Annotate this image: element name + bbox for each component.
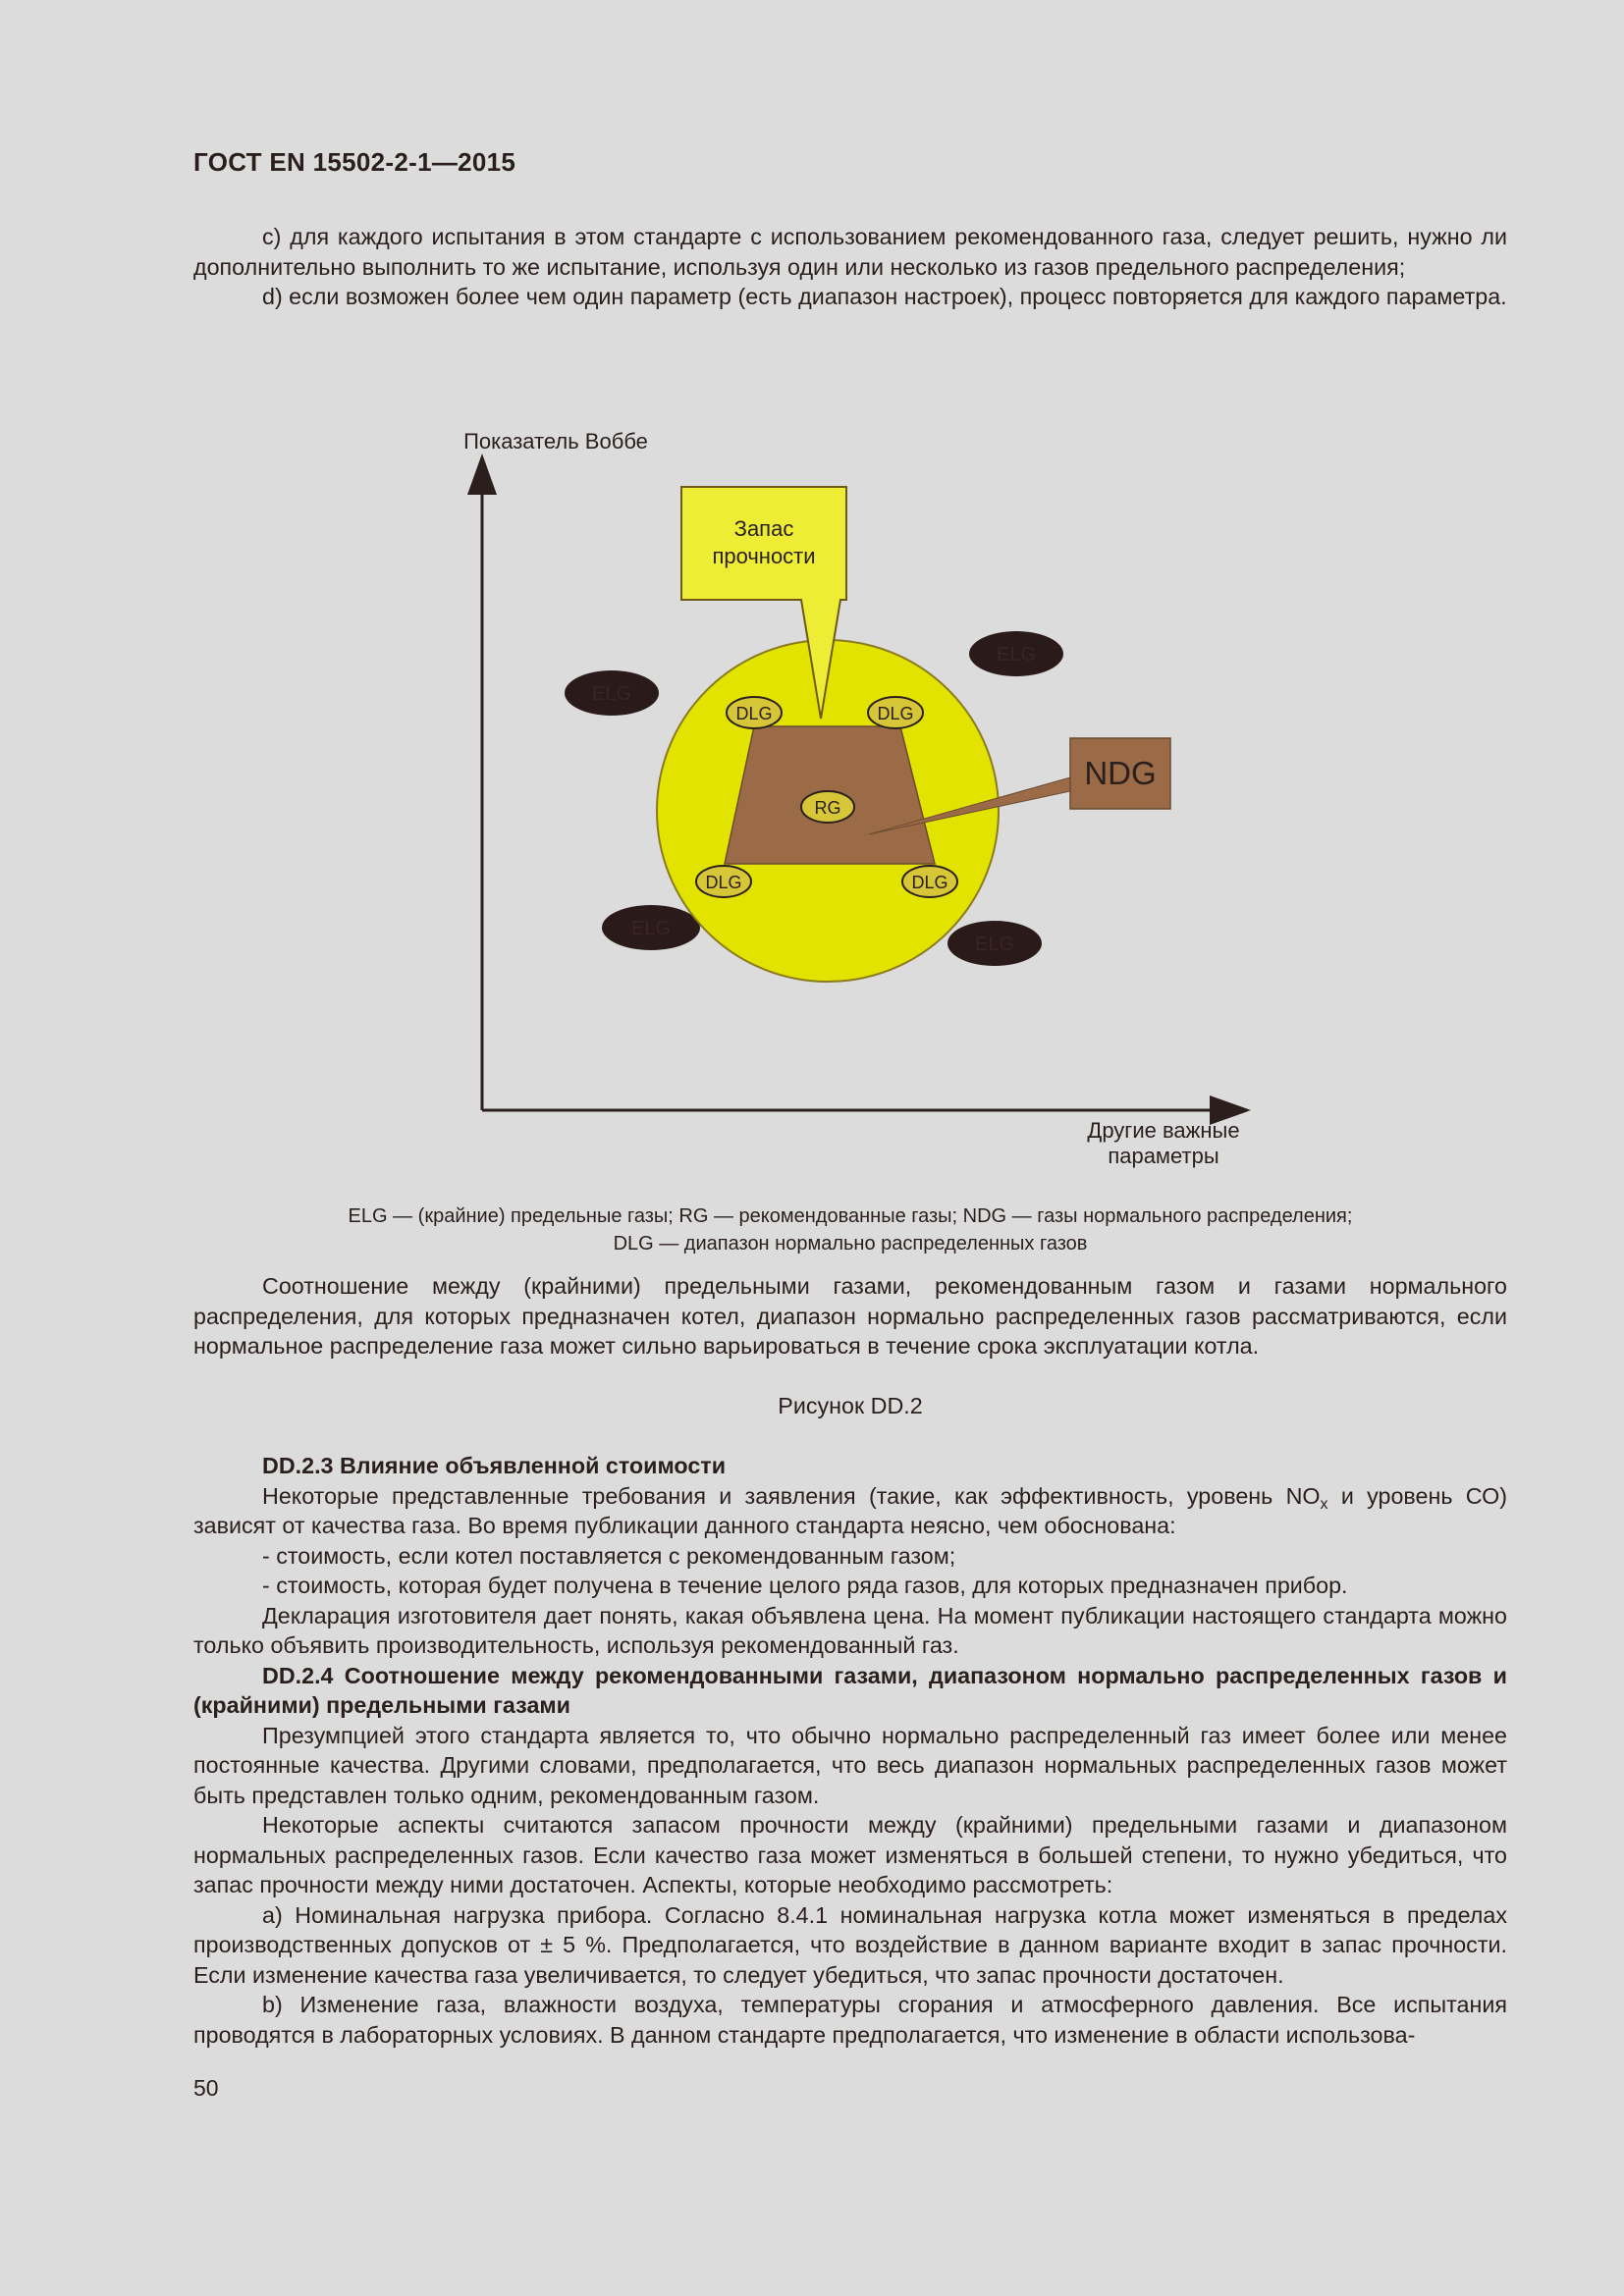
section-dd23-paragraph-1: Некоторые представленные требования и заявления (такие, как эффективность, уровень $NO_x$ и уровень СО) зависят от качества газа. Во время публикации данного стандарта неясно, чем обоснована: (193, 1482, 1507, 1538)
legend-line-1: ELG — (крайние) предельные газы; RG — рекомендованные газы; NDG — газы нормального распределения; (348, 1205, 1353, 1227)
page-number: 50 (193, 2075, 219, 2101)
section-dd23 (193, 1451, 1507, 2050)
dlg-marker-bottom-left (696, 866, 751, 897)
section-dd24-heading: DD.2.4 Соотношение между рекомендованными газами, диапазоном нормально распределенных газов и (крайними) предельными газами (193, 1662, 1507, 1718)
figure-title-block (193, 1391, 1507, 1421)
figure-title: Рисунок DD.2 (778, 1393, 923, 1418)
svg-text:ELG: ELG (591, 683, 632, 705)
figure-legend (193, 1202, 1507, 1257)
elg-marker-bottom-right (947, 921, 1042, 966)
document-header: ГОСТ EN 15502-2-1—2015 (193, 147, 516, 177)
rg-marker (801, 791, 854, 823)
callout-text-line1: Запас (733, 516, 794, 541)
svg-text:DLG: DLG (911, 873, 948, 892)
x-axis-label-line1: Другие важные (1087, 1118, 1240, 1143)
elg-marker-top-left (565, 670, 659, 716)
section-dd24-paragraph-1: Презумпцией этого стандарта является то, что обычно нормально распределенный газ имеет более или менее постоянные качества. Другими словами, предполагается, что весь диапазон нормальных распределенных газов может быть представлен только одним, рекомендованным газом. (193, 1722, 1507, 1808)
y-axis-label: Показатель Воббе (463, 429, 648, 454)
legend-line-2: DLG — диапазон нормально распределенных газов (613, 1233, 1088, 1255)
svg-text:ELG: ELG (996, 644, 1037, 666)
elg-marker-top-right (969, 631, 1063, 676)
elg-marker-bottom-left (602, 905, 700, 950)
list-item-a: a) Номинальная нагрузка прибора. Согласно 8.4.1 номинальная нагрузка котла может изменяться в пределах производственных допусков от ± 5 %. Предполагается, что воздействие в данном варианте входит в запас прочности. Если изменение качества газа увеличивается, то следует убедиться, что запас прочности достаточен. (193, 1901, 1507, 1988)
bullet-item-1: - стоимость, если котел поставляется с рекомендованным газом; (262, 1542, 956, 1569)
figure-explanation: Соотношение между (крайними) предельными газами, рекомендованным газом и газами нормального распределения, для которых предназначен котел, диапазон нормально распределенных газов рассматриваются, если нормальное распределение газа может сильно варьироваться в течение срока эксплуатации котла. (193, 1273, 1507, 1359)
bullet-item-2: - стоимость, которая будет получена в течение целого ряда газов, для которых предназначен прибор. (262, 1573, 1348, 1598)
svg-text:RG: RG (814, 798, 841, 818)
list-item-b: b) Изменение газа, влажности воздуха, температуры сгорания и атмосферного давления. Все испытания проводятся в лабораторных условиях. В данном стандарте предполагается, что изменение в области использова- (193, 1992, 1507, 2048)
ndg-label: NDG (1084, 755, 1157, 791)
dlg-marker-top-left (727, 697, 782, 728)
svg-text:ELG: ELG (630, 918, 672, 939)
x-axis-label-line2: параметры (1108, 1144, 1219, 1168)
callout-text-line2: прочности (712, 544, 816, 568)
section-dd23-heading: DD.2.3 Влияние объявленной стоимости (262, 1453, 727, 1478)
after-figure-section (193, 1271, 1507, 1362)
svg-text:DLG: DLG (705, 873, 742, 892)
svg-text:DLG: DLG (877, 704, 914, 723)
svg-text:DLG: DLG (735, 704, 773, 723)
dlg-marker-top-right (868, 697, 923, 728)
dlg-marker-bottom-right (902, 866, 957, 897)
svg-text:ELG: ELG (974, 934, 1015, 955)
list-item-d: d) если возможен более чем один параметр (есть диапазон настроек), процесс повторяется для каждого параметра. (262, 284, 1507, 309)
section-dd23-paragraph-2: Декларация изготовителя дает понять, какая объявлена цена. На момент публикации настоящего стандарта можно только объявить производительность, используя рекомендованный газ. (193, 1602, 1507, 1658)
list-item-c: c) для каждого испытания в этом стандарте с использованием рекомендованного газа, следует решить, нужно ли дополнительно выполнить то же испытание, используя один или несколько из газов предельного распределения; (193, 224, 1507, 280)
section-dd24-paragraph-2: Некоторые аспекты считаются запасом прочности между (крайними) предельными газами и диапазоном нормальных распределенных газов. Если качество газа может изменяться в большей степени, то нужно убедиться, что запас прочности между ними достаточен. Аспекты, которые необходимо рассмотреть: (193, 1812, 1507, 1897)
